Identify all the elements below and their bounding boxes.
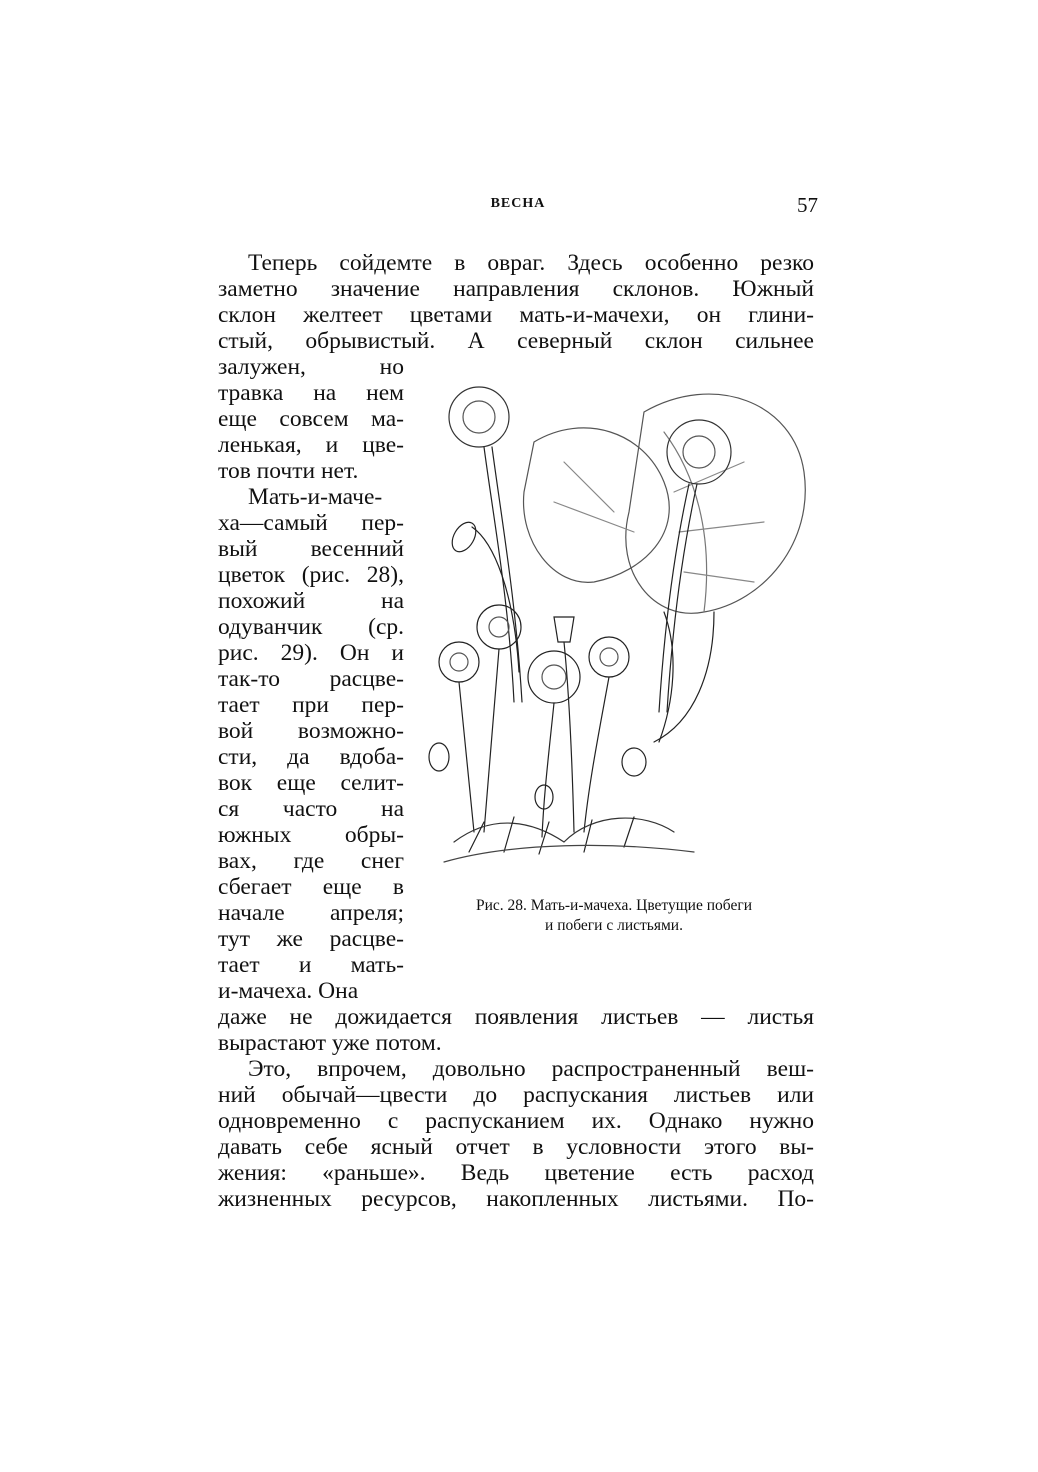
text-line: южных обры- xyxy=(218,822,404,848)
text-line: ха—самый пер- xyxy=(218,510,404,536)
text-line: Мать-и-маче- xyxy=(248,484,383,510)
text-line: начале апреля; xyxy=(218,900,404,926)
text-line: залужен, но xyxy=(218,354,404,380)
text-line: жения: «раньше». Ведь цветение есть расход xyxy=(218,1160,814,1186)
page-number: 57 xyxy=(797,193,818,217)
text-line: тов почти нет. xyxy=(218,458,359,484)
text-line: тает при пер- xyxy=(218,692,404,718)
text-line: давать себе ясный отчет в условности этого вы- xyxy=(218,1134,814,1160)
text-line: похожий на xyxy=(218,588,404,614)
text-line: склон желтеет цветами мать-и-мачехи, он глини- xyxy=(218,302,814,328)
text-line: одуванчик (ср. xyxy=(218,614,404,640)
text-line: рис. 29). Он и xyxy=(218,640,404,666)
text-line: заметно значение направления склонов. Южный xyxy=(218,276,814,302)
text-line: ленькая, и цве- xyxy=(218,432,404,458)
text-line: вырастают уже потом. xyxy=(218,1030,442,1056)
text-line: травка на нем xyxy=(218,380,404,406)
coltsfoot-illustration xyxy=(414,372,814,882)
text-line: ся часто на xyxy=(218,796,404,822)
page-header xyxy=(218,193,818,217)
caption-line-2: и побеги с листьями. xyxy=(545,917,683,934)
text-line: тает и мать- xyxy=(218,952,404,978)
text-line: жизненных ресурсов, накопленных листьями. По- xyxy=(218,1186,814,1212)
text-line: еще совсем ма- xyxy=(218,406,404,432)
text-line: тут же расцве- xyxy=(218,926,404,952)
figure-caption xyxy=(414,896,814,936)
text-line: цветок (рис. 28), xyxy=(218,562,404,588)
running-title: ВЕСНА xyxy=(490,196,546,211)
text-line: Теперь сойдемте в овраг. Здесь особенно резко xyxy=(248,250,814,276)
text-line: вах, где снег xyxy=(218,848,404,874)
text-line: ний обычай—цвести до распускания листьев или xyxy=(218,1082,814,1108)
caption-line-1: Рис. 28. Мать-и-мачеха. Цветущие побеги xyxy=(476,897,752,914)
text-line: Это, впрочем, довольно распространенный веш- xyxy=(248,1056,814,1082)
text-line: вой возможно- xyxy=(218,718,404,744)
text-line: так-то расцве- xyxy=(218,666,404,692)
text-line: вок еще селит- xyxy=(218,770,404,796)
text-line: сбегает еще в xyxy=(218,874,404,900)
text-line: даже не дожидается появления листьев — листья xyxy=(218,1004,814,1030)
text-line: вый весенний xyxy=(218,536,404,562)
text-line: стый, обрывистый. А северный склон сильнее xyxy=(218,328,814,354)
text-line: сти, да вдоба- xyxy=(218,744,404,770)
text-line: одновременно с распусканием их. Однако нужно xyxy=(218,1108,814,1134)
text-line: и-мачеха. Она xyxy=(218,978,359,1004)
